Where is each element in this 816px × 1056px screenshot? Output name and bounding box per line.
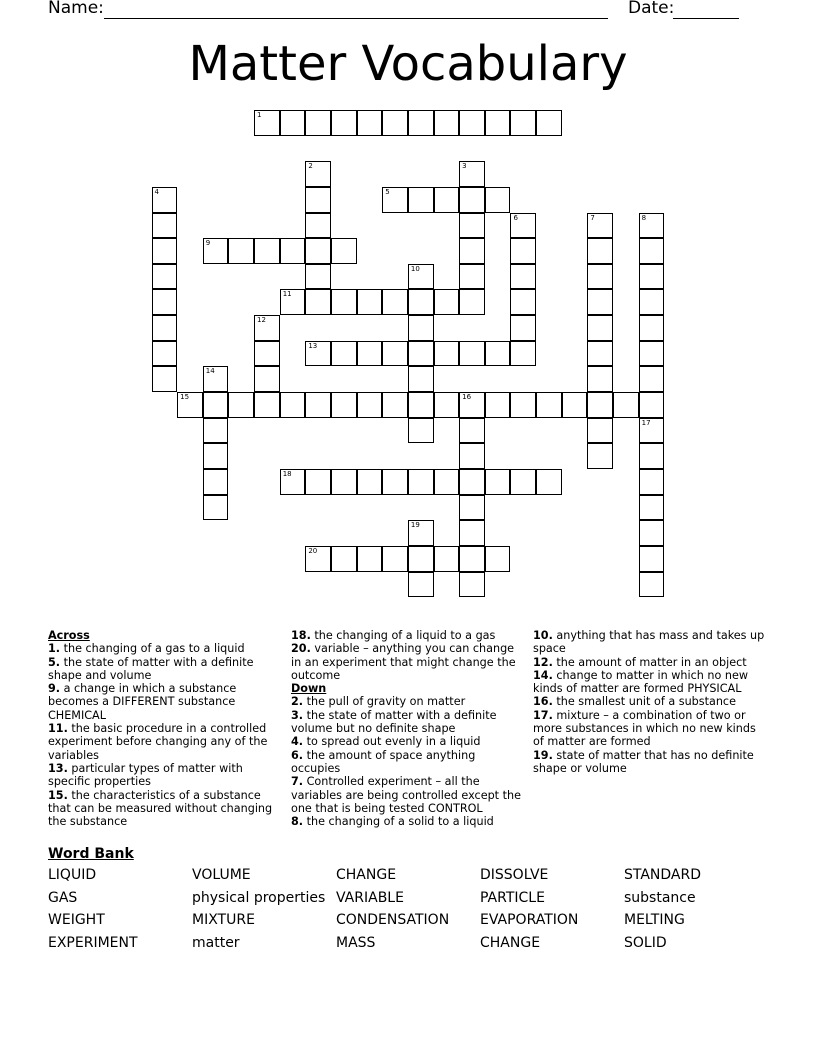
crossword-cell[interactable] [639,418,665,444]
crossword-cell[interactable] [203,366,229,392]
word-bank-word: GAS [48,889,78,906]
crossword-cell[interactable] [203,392,229,418]
clue-number: 18 [282,469,292,478]
crossword-cell[interactable] [434,110,460,136]
crossword-cell[interactable] [408,110,434,136]
down-clue: 8. the changing of a solid to a liquid [291,815,494,829]
crossword-cell[interactable] [305,187,331,213]
crossword-cell[interactable] [459,289,485,315]
crossword-cell[interactable] [305,469,331,495]
crossword-cell[interactable] [459,213,485,239]
crossword-cell[interactable] [485,392,511,418]
crossword-cell[interactable] [587,289,613,315]
crossword-cell[interactable] [459,546,485,572]
crossword-cell[interactable] [280,110,306,136]
crossword-cell[interactable] [587,392,613,418]
crossword-cell[interactable] [152,366,178,392]
crossword-cell[interactable] [357,469,383,495]
crossword-cell[interactable] [587,418,613,444]
crossword-cell[interactable] [459,264,485,290]
word-bank-word: CHANGE [336,867,397,883]
crossword-cell[interactable] [639,546,665,572]
clues-column-1 [48,629,280,828]
word-bank-title: Word Bank [48,846,134,862]
crossword-cell[interactable] [305,546,331,572]
word-bank-word: VARIABLE [336,889,404,906]
crossword-cell[interactable] [536,469,562,495]
crossword-cell[interactable] [382,110,408,136]
crossword-cell[interactable] [152,264,178,290]
clue-number: 14 [205,367,215,376]
across-clue: 5. the state of matter with a definite shape and volume [48,655,254,682]
crossword-cell[interactable] [203,443,229,469]
clue-number: 20 [308,546,318,555]
clue-number: 17 [641,418,651,427]
crossword-cell[interactable] [536,392,562,418]
crossword-cell[interactable] [203,469,229,495]
crossword-cell[interactable] [177,392,203,418]
crossword-cell[interactable] [382,469,408,495]
crossword-cell[interactable] [639,213,665,239]
word-bank-word: VOLUME [192,867,251,883]
crossword-cell[interactable] [408,418,434,444]
clue-number: 7 [590,213,595,222]
crossword-cell[interactable] [331,469,357,495]
crossword-cell[interactable] [152,213,178,239]
crossword-cell[interactable] [408,546,434,572]
clue-number: 12 [257,316,266,325]
clue-number: 19 [410,521,420,530]
crossword-cell[interactable] [408,341,434,367]
crossword-cell[interactable] [459,572,485,598]
clue-number: 9 [205,239,211,248]
down-heading: Down [291,682,327,696]
crossword-cell[interactable] [459,341,485,367]
crossword-cell[interactable] [254,366,280,392]
crossword-cell[interactable] [408,366,434,392]
crossword-cell[interactable] [305,264,331,290]
across-clue: 15. the characteristics of a substance that can be measured without changing the substance [48,788,273,829]
clues-column-3 [533,629,765,775]
crossword-cell[interactable] [639,443,665,469]
crossword-cell[interactable] [510,264,536,290]
crossword-cell[interactable] [459,495,485,521]
crossword-cell[interactable] [331,238,357,264]
crossword-cell[interactable] [228,392,254,418]
crossword-cell[interactable] [639,315,665,341]
crossword-cell[interactable] [254,392,280,418]
word-bank-word: MASS [336,935,376,952]
crossword-cell[interactable] [408,520,434,546]
crossword-cell[interactable] [203,238,229,264]
crossword-cell[interactable] [434,546,460,572]
crossword-cell[interactable] [639,264,665,290]
crossword-cell[interactable] [382,392,408,418]
crossword-cell[interactable] [305,341,331,367]
crossword-cell[interactable] [305,289,331,315]
crossword-cell[interactable] [408,469,434,495]
crossword-cell[interactable] [510,238,536,264]
crossword-cell[interactable] [280,238,306,264]
clue-number: 16 [462,393,472,402]
crossword-cell[interactable] [459,187,485,213]
crossword-cell[interactable] [639,392,665,418]
across-clue: 13. particular types of matter with specific properties [48,761,243,789]
crossword-cell[interactable] [459,110,485,136]
crossword-cell[interactable] [305,161,331,187]
crossword-cell[interactable] [536,110,562,136]
crossword-cell[interactable] [459,418,485,444]
crossword-cell[interactable] [331,392,357,418]
crossword-cell[interactable] [408,315,434,341]
word-bank-word: physical properties [192,889,326,906]
crossword-cell[interactable] [459,469,485,495]
crossword-cell[interactable] [254,110,280,136]
word-bank-word: PARTICLE [480,889,545,906]
crossword-cell[interactable] [485,341,511,367]
word-bank-word: matter [192,935,240,952]
word-bank-word: DISSOLVE [480,867,549,883]
page-title: Matter Vocabulary [188,36,628,92]
crossword-cell[interactable] [434,392,460,418]
crossword-cell[interactable] [485,187,511,213]
down-clue: 19. state of matter that has no definite shape or volume [533,748,754,775]
crossword-cell[interactable] [408,289,434,315]
clue-number: 13 [308,341,318,350]
crossword-cell[interactable] [382,546,408,572]
crossword-cell[interactable] [510,289,536,315]
word-bank-word: MELTING [624,912,685,929]
crossword-cell[interactable] [485,110,511,136]
crossword-cell[interactable] [459,520,485,546]
crossword-cell[interactable] [152,341,178,367]
clue-number: 1 [257,111,262,119]
crossword-cell[interactable] [485,469,511,495]
clue-number: 6 [513,213,518,222]
clue-number: 11 [282,290,292,299]
word-bank-word: EVAPORATION [480,912,579,929]
crossword-cell[interactable] [587,315,613,341]
down-clue: 10. anything that has mass and takes up space [533,629,765,656]
crossword-cell[interactable] [331,110,357,136]
word-bank-word: CONDENSATION [336,912,450,929]
word-bank-word: substance [624,889,696,906]
crossword-cell[interactable] [639,469,665,495]
crossword-cell[interactable] [254,341,280,367]
crossword-cell[interactable] [408,264,434,290]
crossword-cell[interactable] [331,341,357,367]
crossword-cell[interactable] [639,495,665,521]
crossword-cell[interactable] [639,341,665,367]
crossword-cell[interactable] [485,546,511,572]
crossword-cell[interactable] [459,161,485,187]
crossword-cell[interactable] [408,572,434,598]
down-clue: 2. the pull of gravity on matter [291,695,466,709]
crossword-cell[interactable] [434,187,460,213]
down-clue: 6. the amount of space anything occupies [291,748,476,775]
word-bank [48,846,768,952]
clue-number: 15 [180,393,190,402]
clue-number: 3 [462,162,467,171]
crossword-cell[interactable] [639,238,665,264]
crossword-cell[interactable] [331,546,357,572]
crossword-cell[interactable] [305,110,331,136]
clue-number: 5 [385,187,390,196]
name-label: Name: [48,0,104,18]
crossword-cell[interactable] [613,392,639,418]
crossword-cell[interactable] [254,238,280,264]
down-clue: 12. the amount of matter in an object [533,655,747,669]
word-bank-word: CHANGE [480,935,541,952]
down-clue: 17. mixture – a combination of two or more substances in which no new kinds of matter are formed [533,708,756,749]
crossword-cell[interactable] [510,392,536,418]
word-bank-word: EXPERIMENT [48,935,138,952]
crossword-cell[interactable] [639,520,665,546]
crossword-cell[interactable] [587,366,613,392]
crossword-cell[interactable] [408,187,434,213]
crossword-cell[interactable] [254,315,280,341]
crossword-cell[interactable] [587,213,613,239]
crossword-cell[interactable] [587,341,613,367]
crossword-cell[interactable] [639,366,665,392]
word-bank-word: SOLID [624,935,667,952]
across-clue: 11. the basic procedure in a controlled experiment before changing any of the variables [48,722,268,762]
crossword-cell[interactable] [510,315,536,341]
crossword-cell[interactable] [510,469,536,495]
crossword-cell[interactable] [434,469,460,495]
crossword-cell[interactable] [203,418,229,444]
down-clue: 3. the state of matter with a definite volume but no definite shape [291,708,497,736]
crossword-cell[interactable] [382,289,408,315]
crossword-cell[interactable] [280,392,306,418]
crossword-cell[interactable] [203,495,229,521]
across-clue: 20. variable – anything you can change in an experiment that might change the outcome [291,642,516,682]
crossword-cell[interactable] [459,392,485,418]
down-clue: 16. the smallest unit of a substance [533,695,736,709]
crossword-cell[interactable] [152,187,178,213]
clue-number: 10 [410,264,420,273]
crossword-cell[interactable] [357,289,383,315]
crossword-cell[interactable] [280,289,306,315]
clue-number: 4 [154,187,159,196]
date-label: Date: [628,0,675,18]
across-clue: 18. the changing of a liquid to a gas [291,629,496,642]
word-bank-word: WEIGHT [48,912,105,929]
crossword-cell[interactable] [510,213,536,239]
crossword-cell[interactable] [382,341,408,367]
crossword-cell[interactable] [357,110,383,136]
crossword-cell[interactable] [280,469,306,495]
word-bank-word: MIXTURE [192,912,255,929]
word-bank-word: STANDARD [624,867,702,883]
crossword-cell[interactable] [434,289,460,315]
crossword-cell[interactable] [587,238,613,264]
crossword-cell[interactable] [639,289,665,315]
clues-column-2 [291,629,523,828]
crossword-cell[interactable] [562,392,588,418]
crossword-cell[interactable] [305,238,331,264]
crossword-cell[interactable] [331,289,357,315]
crossword-cell[interactable] [357,392,383,418]
down-clue: 4. to spread out evenly in a liquid [291,735,481,749]
crossword-cell[interactable] [510,110,536,136]
crossword-cell[interactable] [305,392,331,418]
crossword-cell[interactable] [459,238,485,264]
across-heading: Across [48,629,90,642]
crossword-cell[interactable] [152,289,178,315]
clue-number: 8 [641,213,647,222]
crossword-cell[interactable] [408,392,434,418]
crossword-cell[interactable] [305,213,331,239]
clues-section [48,629,768,839]
word-bank-word: LIQUID [48,867,97,883]
crossword-cell[interactable] [357,341,383,367]
down-clue: 7. Controlled experiment – all the variables are being controlled except the one that is being tested CONTROL [291,775,521,815]
across-clue: 9. a change in which a substance becomes a DIFFERENT substance CHEMICAL [48,682,237,722]
crossword-cell[interactable] [587,443,613,469]
crossword-cell[interactable] [510,341,536,367]
crossword-cell[interactable] [587,264,613,290]
crossword-cell[interactable] [459,443,485,469]
clue-number: 2 [308,162,313,171]
crossword-cell[interactable] [357,546,383,572]
down-clue: 14. change to matter in which no new kinds of matter are formed PHYSICAL [533,668,748,696]
crossword-cell[interactable] [152,238,178,264]
crossword-cell[interactable] [152,315,178,341]
crossword-cell[interactable] [382,187,408,213]
crossword-cell[interactable] [639,572,665,598]
crossword-cell[interactable] [228,238,254,264]
across-clue: 1. the changing of a gas to a liquid [48,642,245,656]
crossword-cell[interactable] [434,341,460,367]
